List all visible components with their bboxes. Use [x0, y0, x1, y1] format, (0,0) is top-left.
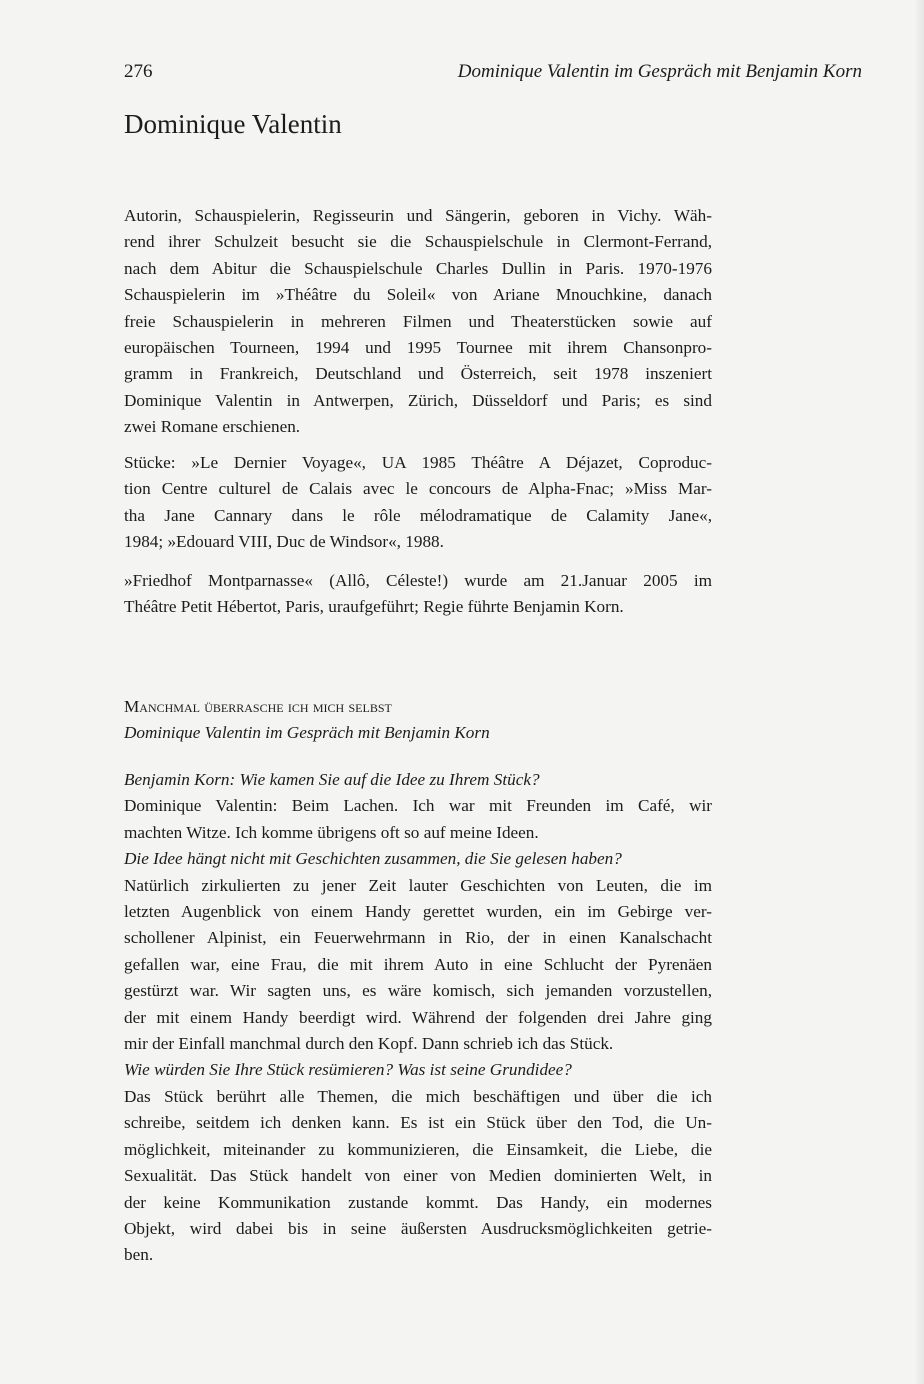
- interview-line: Objekt, wird dabei bis in seine äußersten Ausdrucksmöglichkeiten getrie-: [124, 1218, 712, 1238]
- bio-line: Autorin, Schauspielerin, Regisseurin und Sängerin, geboren in Vichy. Wäh-: [124, 206, 712, 225]
- interview-line: gefallen war, eine Frau, die mit ihrem Auto in eine Schlucht der Pyrenäen: [124, 954, 712, 974]
- interview-line: Das Stück berührt alle Themen, die mich beschäftigen und über die ich: [124, 1086, 712, 1106]
- running-head: [124, 58, 862, 88]
- interview-question: Wie würden Sie Ihre Stück resümieren? Was ist seine Grundidee?: [124, 1060, 572, 1080]
- works-line: tion Centre culturel de Calais avec le concours de Alpha-Fnac; »Miss Mar-: [124, 479, 712, 499]
- interview-line: machten Witze. Ich komme übrigens oft so auf meine Ideen.: [124, 822, 539, 842]
- bio-line: rend ihrer Schulzeit besucht sie die Schauspielschule in Clermont-Ferrand,: [124, 232, 712, 252]
- interview-line: ben.: [124, 1245, 154, 1265]
- page-edge-shadow: [914, 0, 924, 1384]
- bio-line: nach dem Abitur die Schauspielschule Charles Dullin in Paris. 1970-1976: [124, 258, 712, 278]
- interview-question: Die Idee hängt nicht mit Geschichten zusammen, die Sie gelesen haben?: [124, 849, 622, 869]
- interview-line: mir der Einfall manchmal durch den Kopf. Dann schrieb ich das Stück.: [124, 1034, 614, 1054]
- interview-text: [124, 767, 712, 1269]
- interview-question: Benjamin Korn: Wie kamen Sie auf die Idee zu Ihrem Stück?: [124, 770, 540, 789]
- premiere-note: [124, 568, 712, 621]
- premiere-line: Théâtre Petit Hébertot, Paris, uraufgeführt; Regie führte Benjamin Korn.: [124, 597, 624, 617]
- bio-line: europäischen Tourneen, 1994 und 1995 Tournee mit ihrem Chansonpro-: [124, 338, 712, 358]
- interview-subtitle: Dominique Valentin im Gespräch mit Benjamin Korn: [124, 723, 490, 743]
- author-biography: [124, 203, 712, 441]
- interview-line: Dominique Valentin: Beim Lachen. Ich war mit Freunden im Café, wir: [124, 796, 712, 816]
- interview-line: gestürzt war. Wir sagten uns, es wäre komisch, sich jemanden vorzustellen,: [124, 981, 712, 1001]
- bio-line: gramm in Frankreich, Deutschland und Österreich, seit 1978 inszeniert: [124, 364, 712, 384]
- interview-line: der keine Kommunikation zustande kommt. Das Handy, ein modernes: [124, 1192, 712, 1212]
- bio-line: Dominique Valentin in Antwerpen, Zürich, Düsseldorf und Paris; es sind: [124, 390, 712, 410]
- works-line: 1984; »Edouard VIII, Duc de Windsor«, 1988.: [124, 532, 444, 552]
- interview-title: Manchmal überrasche ich mich selbst: [124, 697, 392, 716]
- works-line: tha Jane Cannary dans le rôle mélodramatique de Calamity Jane«,: [124, 505, 712, 525]
- interview-line: Natürlich zirkulierten zu jener Zeit lauter Geschichten von Leuten, die im: [124, 875, 712, 895]
- bio-line: freie Schauspielerin in mehreren Filmen und Theaterstücken sowie auf: [124, 311, 712, 331]
- interview-heading: [124, 694, 712, 747]
- interview-line: möglichkeit, miteinander zu kommunizieren, die Einsamkeit, die Liebe, die: [124, 1139, 712, 1159]
- interview-line: der mit einem Handy beerdigt wird. Während der folgenden drei Jahre ging: [124, 1007, 712, 1027]
- page-number: 276: [124, 61, 153, 82]
- bio-line: Schauspielerin im »Théâtre du Soleil« von Ariane Mnouchkine, danach: [124, 285, 712, 305]
- interview-line: Sexualität. Das Stück handelt von einer von Medien dominierten Welt, in: [124, 1166, 712, 1186]
- bio-line: zwei Romane erschienen.: [124, 417, 301, 437]
- interview-line: letzten Augenblick von einem Handy gerettet wurden, ein im Gebirge ver-: [124, 902, 712, 922]
- interview-line: schreibe, seitdem ich denken kann. Es ist ein Stück über den Tod, die Un-: [124, 1113, 712, 1133]
- interview-line: schollener Alpinist, ein Feuerwehrmann in Rio, der in einen Kanalschacht: [124, 928, 712, 948]
- premiere-line: »Friedhof Montparnasse« (Allô, Céleste!) wurde am 21.Januar 2005 im: [124, 571, 712, 590]
- author-heading: Dominique Valentin: [124, 109, 342, 139]
- works-list: [124, 450, 712, 556]
- works-line: Stücke: »Le Dernier Voyage«, UA 1985 Théâtre A Déjazet, Coproduc-: [124, 453, 712, 472]
- running-title: Dominique Valentin im Gespräch mit Benjamin Korn: [457, 61, 862, 82]
